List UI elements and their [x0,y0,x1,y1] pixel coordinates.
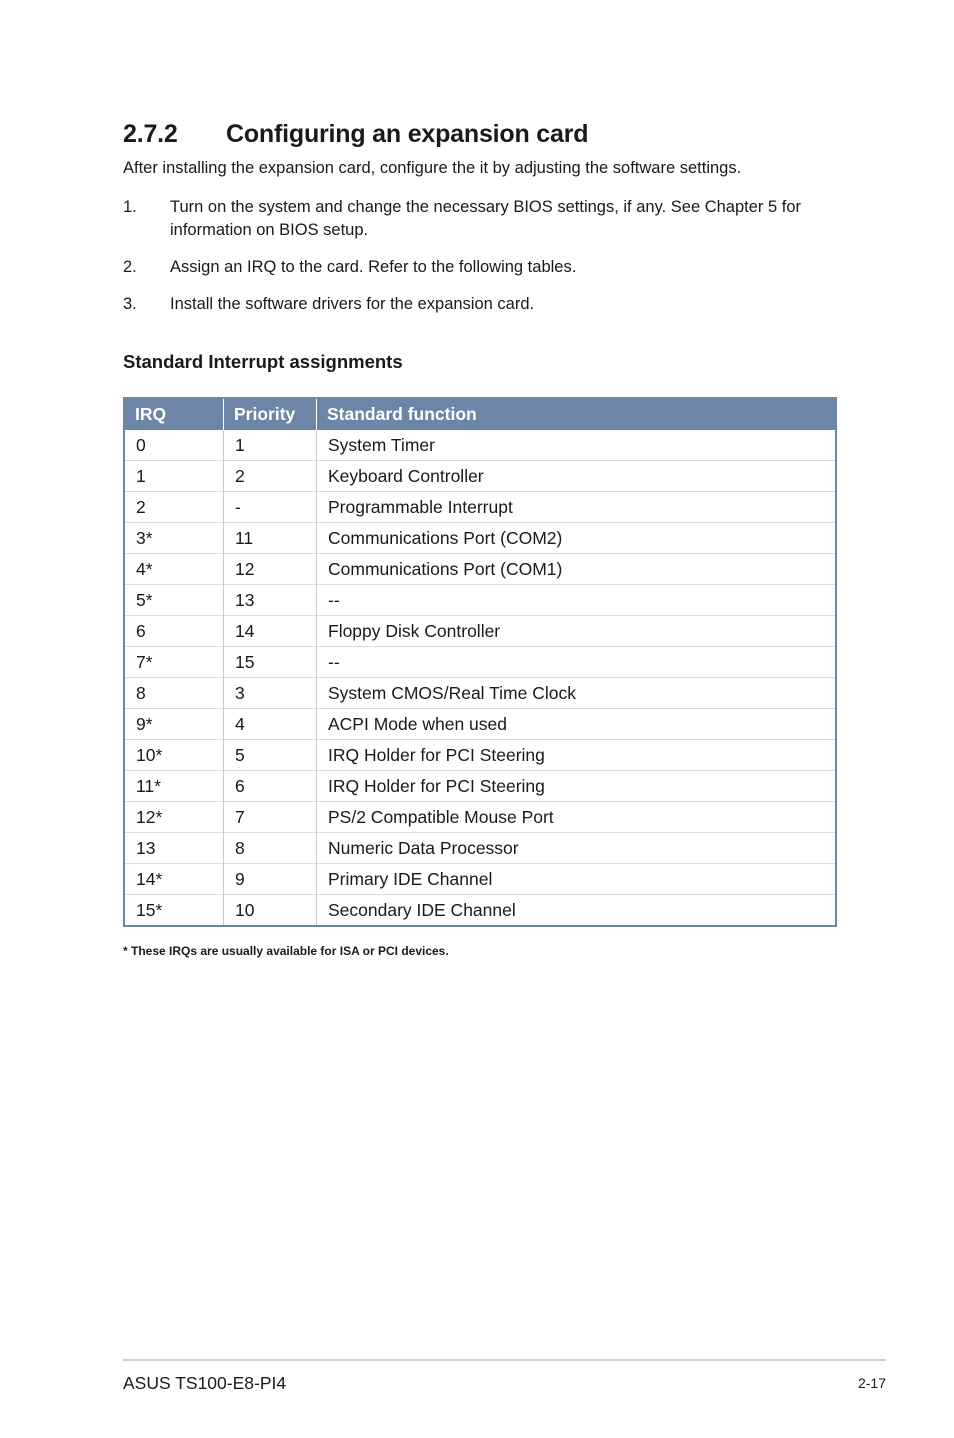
irq-cell: 9* [124,709,224,740]
header-priority: Priority [224,398,317,430]
irq-cell: 8 [124,678,224,709]
function-cell: ACPI Mode when used [317,709,837,740]
table-body [124,430,836,926]
irq-cell: 2 [124,492,224,523]
irq-cell: 7* [124,647,224,678]
footer-product-name: ASUS TS100-E8-PI4 [123,1373,287,1393]
section-title: Configuring an expansion card [226,120,589,148]
priority-cell: 1 [224,430,317,461]
step-item [123,196,843,242]
table-row [124,585,836,616]
table-row [124,616,836,647]
step-number: 1. [123,198,137,216]
table-row [124,430,836,461]
irq-cell: 12* [124,802,224,833]
priority-cell: 3 [224,678,317,709]
table-row [124,461,836,492]
function-cell: -- [317,647,837,678]
irq-cell: 10* [124,740,224,771]
priority-cell: 2 [224,461,317,492]
irq-cell: 15* [124,895,224,927]
irq-cell: 1 [124,461,224,492]
irq-cell: 5* [124,585,224,616]
footer-page-number: 2-17 [857,1375,886,1391]
table-row [124,523,836,554]
function-cell: Secondary IDE Channel [317,895,837,927]
priority-cell: 15 [224,647,317,678]
function-cell: Numeric Data Processor [317,833,837,864]
function-cell: Primary IDE Channel [317,864,837,895]
table-row [124,864,836,895]
irq-cell: 0 [124,430,224,461]
table-header-row [124,398,836,430]
step-item [123,293,843,316]
priority-cell: 12 [224,554,317,585]
priority-cell: 5 [224,740,317,771]
table-row [124,647,836,678]
priority-cell: 4 [224,709,317,740]
table-row [124,554,836,585]
irq-cell: 14* [124,864,224,895]
function-cell: System Timer [328,434,435,455]
steps-list [123,196,843,330]
footer-divider [123,1359,886,1361]
function-cell: Communications Port (COM2) [317,523,837,554]
function-cell: Floppy Disk Controller [317,616,837,647]
step-number: 3. [123,295,137,313]
intro-paragraph: After installing the expansion card, configure the it by adjusting the software settings. [123,159,742,177]
step-text: Turn on the system and change the necessary BIOS settings, if any. See Chapter 5 for information on BIOS setup. [170,198,802,239]
irq-cell: 6 [124,616,224,647]
table-row [124,709,836,740]
table-row [124,895,836,927]
irq-cell: 3* [124,523,224,554]
priority-cell: 8 [224,833,317,864]
priority-cell: 14 [224,616,317,647]
step-text: Assign an IRQ to the card. Refer to the following tables. [170,258,577,276]
function-cell: IRQ Holder for PCI Steering [317,740,837,771]
header-irq: IRQ [124,398,224,430]
step-number: 2. [123,258,137,276]
irq-cell: 4* [124,554,224,585]
table-row [124,492,836,523]
function-cell: System CMOS/Real Time Clock [317,678,837,709]
priority-cell: 9 [224,864,317,895]
header-standard-function: Standard function [317,398,837,430]
priority-cell: 13 [224,585,317,616]
step-item [123,256,843,279]
function-cell: Keyboard Controller [317,461,837,492]
priority-cell: 6 [224,771,317,802]
section-heading [123,120,588,149]
table-footnote: * These IRQs are usually available for ISA or PCI devices. [123,944,449,958]
irq-cell: 11* [124,771,224,802]
priority-cell: 10 [224,895,317,927]
table-row [124,833,836,864]
table-row [124,802,836,833]
table-title: Standard Interrupt assignments [123,351,403,372]
priority-cell: - [224,492,317,523]
irq-assignment-table [123,397,837,927]
step-text: Install the software drivers for the expansion card. [170,295,535,313]
table-row [124,740,836,771]
function-cell: PS/2 Compatible Mouse Port [317,802,837,833]
priority-cell: 7 [224,802,317,833]
section-number: 2.7.2 [123,120,178,148]
function-cell: IRQ Holder for PCI Steering [317,771,837,802]
priority-cell: 11 [224,523,317,554]
function-cell: -- [317,585,837,616]
irq-cell: 13 [124,833,224,864]
function-cell: Communications Port (COM1) [317,554,837,585]
table-row [124,771,836,802]
function-cell: Programmable Interrupt [317,492,837,523]
table-row [124,678,836,709]
